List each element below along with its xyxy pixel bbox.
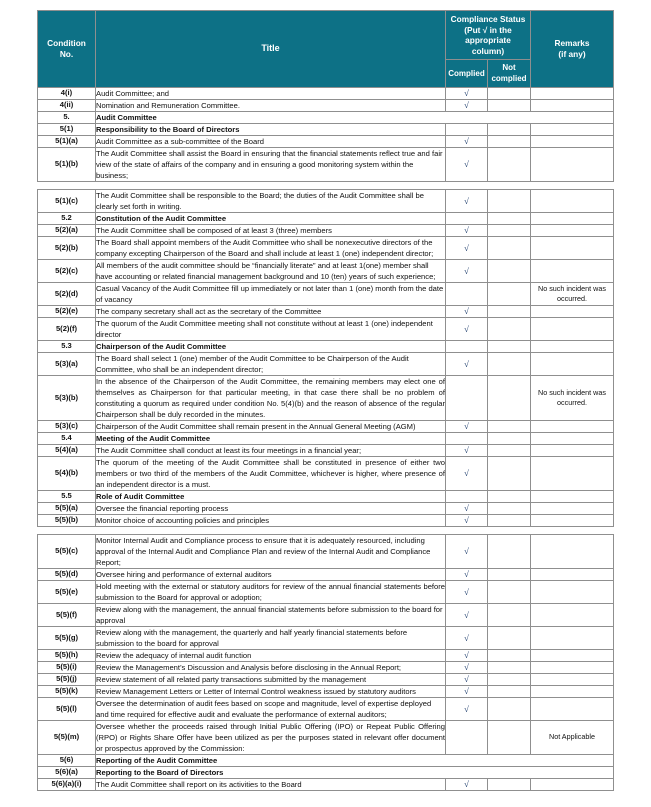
cell-title: Audit Committee as a sub-committee of the Board xyxy=(96,135,446,147)
cell-remarks xyxy=(531,305,614,317)
cell-condition-no: 5(6)(a)(i) xyxy=(38,778,96,790)
cell-not-complied xyxy=(488,147,531,181)
cell-title: Meeting of the Audit Committee xyxy=(96,432,446,444)
cell-title: Audit Committee; and xyxy=(96,87,446,99)
cell-remarks xyxy=(531,456,614,490)
table-row xyxy=(38,259,614,282)
table-row xyxy=(38,305,614,317)
cell-complied xyxy=(446,432,488,444)
cell-condition-no: 5(3)(c) xyxy=(38,420,96,432)
cell-condition-no: 5(3)(b) xyxy=(38,375,96,420)
cell-complied xyxy=(446,720,488,754)
cell-complied xyxy=(446,123,488,135)
cell-title: Review the Management’s Discussion and Analysis before disclosing in the Annual Report; xyxy=(96,661,446,673)
cell-not-complied xyxy=(488,305,531,317)
cell-condition-no: 5.3 xyxy=(38,340,96,352)
cell-not-complied xyxy=(488,778,531,790)
cell-remarks xyxy=(531,685,614,697)
table-row xyxy=(38,568,614,580)
cell-not-complied xyxy=(488,189,531,212)
cell-title: Responsibility to the Board of Directors xyxy=(96,123,446,135)
cell-condition-no: 5(5)(l) xyxy=(38,697,96,720)
header-remarks-line1: Remarks xyxy=(554,38,590,49)
cell-not-complied xyxy=(488,649,531,661)
header-condition-no-line1: Condition xyxy=(47,38,86,49)
cell-condition-no: 5(5)(m) xyxy=(38,720,96,754)
cell-condition-no: 5(5)(c) xyxy=(38,534,96,568)
table-row xyxy=(38,626,614,649)
cell-remarks: Not Applicable xyxy=(531,720,614,754)
cell-remarks xyxy=(531,514,614,526)
cell-not-complied xyxy=(488,352,531,375)
cell-complied: √ xyxy=(446,502,488,514)
cell-remarks xyxy=(531,352,614,375)
cell-not-complied xyxy=(488,444,531,456)
cell-condition-no: 5(2)(e) xyxy=(38,305,96,317)
cell-complied xyxy=(446,212,488,224)
cell-not-complied xyxy=(488,212,531,224)
table-row xyxy=(38,778,614,790)
cell-complied: √ xyxy=(446,147,488,181)
cell-remarks xyxy=(531,649,614,661)
cell-remarks xyxy=(531,490,614,502)
cell-not-complied xyxy=(488,317,531,340)
cell-complied: √ xyxy=(446,236,488,259)
cell-title: Oversee whether the proceeds raised through Initial Public Offering (IPO) or Repeat Public Offering (RPO) or Rights Share Offer have been utilized as per the purposes stated in relevant offer document or prospectus approved by the Commission: xyxy=(96,721,445,753)
cell-condition-no: 4(i) xyxy=(38,87,96,99)
cell-title: The Audit Committee shall assist the Board in ensuring that the financial statements reflect true and fair view of the state of affairs of the company and in ensuring a good monitoring system within the business; xyxy=(96,147,446,181)
cell-remarks xyxy=(531,697,614,720)
cell-title: Chairperson of the Audit Committee xyxy=(96,340,446,352)
cell-title: The Board shall appoint members of the Audit Committee who shall be nonexecutive directors of the company excepting Chairperson of the Board and shall include at least 1 (one) independent director; xyxy=(96,236,446,259)
cell-remarks xyxy=(531,259,614,282)
table-row xyxy=(38,87,614,99)
cell-remarks xyxy=(531,189,614,212)
cell-condition-no: 5(1) xyxy=(38,123,96,135)
cell-complied xyxy=(446,375,488,420)
compliance-table-part-2 xyxy=(37,189,614,527)
table-row xyxy=(38,649,614,661)
header-condition-no xyxy=(38,11,96,88)
cell-complied: √ xyxy=(446,259,488,282)
table-row xyxy=(38,340,614,352)
cell-condition-no: 5(5)(g) xyxy=(38,626,96,649)
cell-remarks xyxy=(531,224,614,236)
table-row xyxy=(38,282,614,305)
cell-remarks xyxy=(531,147,614,181)
header-title: Title xyxy=(96,11,446,88)
cell-remarks xyxy=(531,444,614,456)
cell-complied xyxy=(446,490,488,502)
cell-condition-no: 5(1)(a) xyxy=(38,135,96,147)
table-row xyxy=(38,212,614,224)
cell-complied: √ xyxy=(446,673,488,685)
table-row xyxy=(38,352,614,375)
table-row xyxy=(38,111,614,123)
cell-complied xyxy=(446,282,488,305)
cell-remarks xyxy=(531,661,614,673)
cell-remarks xyxy=(531,568,614,580)
cell-remarks: No such incident was occurred. xyxy=(531,375,614,420)
cell-complied: √ xyxy=(446,568,488,580)
cell-condition-no: 5(4)(b) xyxy=(38,456,96,490)
header-not-complied-line1: Not xyxy=(502,63,516,73)
cell-condition-no: 5(5)(i) xyxy=(38,661,96,673)
cell-title: The Audit Committee shall be responsible to the Board; the duties of the Audit Committee shall be clearly set forth in writing. xyxy=(96,189,446,212)
cell-not-complied xyxy=(488,375,531,420)
cell-condition-no: 5(5)(k) xyxy=(38,685,96,697)
cell-condition-no: 5(2)(a) xyxy=(38,224,96,236)
cell-condition-no: 5(2)(f) xyxy=(38,317,96,340)
cell-title: Monitor Internal Audit and Compliance process to ensure that it is adequately resourced, including approval of the Internal Audit and Compliance Plan and review of the Internal Audit and Compliance Report; xyxy=(96,534,446,568)
cell-condition-no: 5(5)(h) xyxy=(38,649,96,661)
cell-remarks xyxy=(531,502,614,514)
cell-title: Casual Vacancy of the Audit Committee fill up immediately or not later than 1 (one) month from the date of vacancy xyxy=(96,282,446,305)
header-compliance-status-line1: Compliance Status xyxy=(450,14,526,24)
cell-not-complied xyxy=(488,456,531,490)
cell-not-complied xyxy=(488,282,531,305)
header-complied: Complied xyxy=(446,60,488,87)
compliance-table-part-1 xyxy=(37,10,614,182)
cell-title: The Board shall select 1 (one) member of the Audit Committee to be Chairperson of the Audit Committee, who shall be an independent director; xyxy=(96,352,446,375)
table-row xyxy=(38,754,614,766)
cell-title: The quorum of the Audit Committee meeting shall not constitute without at least 1 (one) independent director xyxy=(96,317,446,340)
table-row xyxy=(38,697,614,720)
cell-remarks: No such incident was occurred. xyxy=(531,282,614,305)
table-row xyxy=(38,720,614,754)
cell-title: Reporting to the Board of Directors xyxy=(96,766,614,778)
cell-not-complied xyxy=(488,603,531,626)
cell-complied: √ xyxy=(446,224,488,236)
cell-title: Hold meeting with the external or statutory auditors for review of the annual financial statements before submission to the Board for approval or adoption; xyxy=(96,581,445,602)
cell-not-complied xyxy=(488,99,531,111)
cell-remarks xyxy=(531,99,614,111)
cell-not-complied xyxy=(488,224,531,236)
cell-complied: √ xyxy=(446,534,488,568)
cell-title: The company secretary shall act as the secretary of the Committee xyxy=(96,305,446,317)
cell-not-complied xyxy=(488,514,531,526)
table-row xyxy=(38,432,614,444)
cell-complied: √ xyxy=(446,420,488,432)
header-remarks xyxy=(531,11,614,88)
cell-title: Review along with the management, the annual financial statements before submission to the board for approval xyxy=(96,603,446,626)
cell-condition-no: 5(5)(f) xyxy=(38,603,96,626)
table-row xyxy=(38,673,614,685)
cell-title: Oversee hiring and performance of external auditors xyxy=(96,568,446,580)
cell-condition-no: 5. xyxy=(38,111,96,123)
cell-complied: √ xyxy=(446,697,488,720)
table-row xyxy=(38,420,614,432)
cell-title: All members of the audit committee should be “financially literate” and at least 1(one) member shall have accounting or related financial management background and 10 (ten) years of such experience; xyxy=(96,259,446,282)
cell-title: Reporting of the Audit Committee xyxy=(96,754,614,766)
cell-condition-no: 5(1)(c) xyxy=(38,189,96,212)
cell-complied: √ xyxy=(446,603,488,626)
cell-not-complied xyxy=(488,568,531,580)
cell-title: The Audit Committee shall conduct at least its four meetings in a financial year; xyxy=(96,444,446,456)
table-row xyxy=(38,456,614,490)
cell-not-complied xyxy=(488,626,531,649)
cell-remarks xyxy=(531,673,614,685)
cell-not-complied xyxy=(488,502,531,514)
table-row xyxy=(38,236,614,259)
cell-remarks xyxy=(531,123,614,135)
cell-not-complied xyxy=(488,340,531,352)
table-header xyxy=(38,11,614,88)
cell-title: Role of Audit Committee xyxy=(96,490,446,502)
cell-condition-no: 5(3)(a) xyxy=(38,352,96,375)
table-row xyxy=(38,317,614,340)
table-row xyxy=(38,502,614,514)
compliance-table-part-3 xyxy=(37,534,614,791)
cell-condition-no: 5.4 xyxy=(38,432,96,444)
cell-complied: √ xyxy=(446,352,488,375)
cell-title: The Audit Committee shall report on its activities to the Board xyxy=(96,778,446,790)
cell-complied: √ xyxy=(446,514,488,526)
cell-complied: √ xyxy=(446,626,488,649)
cell-title: Review the adequacy of internal audit function xyxy=(96,649,446,661)
cell-remarks xyxy=(531,87,614,99)
cell-title: The quorum of the meeting of the Audit Committee shall be constituted in presence of either two members or two third of the members of the Audit Committee, whichever is higher, where presence of an independent director is a must. xyxy=(96,457,445,489)
cell-title: Monitor choice of accounting policies and principles xyxy=(96,514,446,526)
cell-complied xyxy=(446,340,488,352)
cell-not-complied xyxy=(488,534,531,568)
cell-title: The Audit Committee shall be composed of at least 3 (three) members xyxy=(96,224,446,236)
header-not-complied xyxy=(488,60,531,87)
cell-remarks xyxy=(531,778,614,790)
compliance-table-wrapper xyxy=(37,10,613,791)
cell-condition-no: 5(4)(a) xyxy=(38,444,96,456)
table-row xyxy=(38,685,614,697)
cell-title: Chairperson of the Audit Committee shall remain present in the Annual General Meeting (AGM) xyxy=(96,420,446,432)
table-row xyxy=(38,580,614,603)
cell-condition-no: 5.5 xyxy=(38,490,96,502)
table-header-row-1 xyxy=(38,11,614,60)
table-row xyxy=(38,490,614,502)
cell-not-complied xyxy=(488,420,531,432)
table-row xyxy=(38,224,614,236)
header-compliance-status-line2: (Put √ in the xyxy=(464,24,512,35)
cell-not-complied xyxy=(488,685,531,697)
cell-remarks xyxy=(531,135,614,147)
cell-not-complied xyxy=(488,236,531,259)
header-condition-no-line2: No. xyxy=(59,48,74,59)
cell-condition-no: 5(5)(j) xyxy=(38,673,96,685)
cell-complied: √ xyxy=(446,580,488,603)
header-not-complied-line2: complied xyxy=(491,73,527,83)
cell-remarks xyxy=(531,432,614,444)
cell-title: Review along with the management, the quarterly and half yearly financial statements before submission to the board for approval xyxy=(96,626,446,649)
cell-complied: √ xyxy=(446,649,488,661)
cell-remarks xyxy=(531,420,614,432)
table-row xyxy=(38,189,614,212)
cell-not-complied xyxy=(488,259,531,282)
table-row xyxy=(38,661,614,673)
cell-remarks xyxy=(531,580,614,603)
cell-condition-no: 5.2 xyxy=(38,212,96,224)
cell-not-complied xyxy=(488,490,531,502)
table-row xyxy=(38,375,614,420)
cell-complied: √ xyxy=(446,189,488,212)
cell-condition-no: 5(5)(a) xyxy=(38,502,96,514)
cell-condition-no: 5(6) xyxy=(38,754,96,766)
cell-not-complied xyxy=(488,580,531,603)
table-body-part-2 xyxy=(38,189,614,526)
cell-remarks xyxy=(531,236,614,259)
cell-not-complied xyxy=(488,87,531,99)
cell-title: Audit Committee xyxy=(96,111,614,123)
cell-remarks xyxy=(531,212,614,224)
cell-title: Nomination and Remuneration Committee. xyxy=(96,99,446,111)
header-compliance-status xyxy=(446,11,531,60)
cell-title: Oversee the determination of audit fees based on scope and magnitude, level of expertise deployed and time required for effective audit and evaluate the performance of external auditors; xyxy=(96,697,446,720)
cell-not-complied xyxy=(488,720,531,754)
table-row xyxy=(38,534,614,568)
cell-complied: √ xyxy=(446,685,488,697)
header-compliance-status-line3: appropriate column) xyxy=(465,35,511,56)
table-row xyxy=(38,444,614,456)
cell-not-complied xyxy=(488,135,531,147)
cell-complied: √ xyxy=(446,661,488,673)
table-row xyxy=(38,135,614,147)
cell-complied: √ xyxy=(446,87,488,99)
cell-not-complied xyxy=(488,673,531,685)
cell-condition-no: 5(5)(e) xyxy=(38,580,96,603)
table-body-part-3 xyxy=(38,534,614,790)
cell-title: Constitution of the Audit Committee xyxy=(96,212,446,224)
cell-not-complied xyxy=(488,123,531,135)
table-row xyxy=(38,766,614,778)
cell-complied: √ xyxy=(446,305,488,317)
cell-not-complied xyxy=(488,432,531,444)
cell-condition-no: 5(5)(b) xyxy=(38,514,96,526)
cell-complied: √ xyxy=(446,317,488,340)
cell-condition-no: 5(2)(d) xyxy=(38,282,96,305)
cell-condition-no: 5(5)(d) xyxy=(38,568,96,580)
table-body-part-1 xyxy=(38,87,614,181)
table-row xyxy=(38,514,614,526)
cell-complied: √ xyxy=(446,444,488,456)
cell-title: In the absence of the Chairperson of the Audit Committee, the remaining members may elect one of themselves as Chairperson for that particular meeting, in that case there shall be no problem of constituting a quorum as required under condition No. 5(4)(b) and the reason of absence of the regular Chairperson shall be duly recorded in the minutes. xyxy=(96,376,445,419)
cell-condition-no: 5(6)(a) xyxy=(38,766,96,778)
table-row xyxy=(38,99,614,111)
cell-not-complied xyxy=(488,697,531,720)
cell-condition-no: 5(2)(b) xyxy=(38,236,96,259)
cell-remarks xyxy=(531,603,614,626)
cell-remarks xyxy=(531,534,614,568)
header-remarks-line2: (if any) xyxy=(558,48,586,59)
cell-condition-no: 5(1)(b) xyxy=(38,147,96,181)
cell-condition-no: 4(ii) xyxy=(38,99,96,111)
cell-complied: √ xyxy=(446,778,488,790)
cell-remarks xyxy=(531,340,614,352)
cell-title: Review Management Letters or Letter of Internal Control weakness issued by statutory auditors xyxy=(96,685,446,697)
table-row xyxy=(38,147,614,181)
cell-title: Review statement of all related party transactions submitted by the management xyxy=(96,673,446,685)
cell-complied: √ xyxy=(446,99,488,111)
cell-complied: √ xyxy=(446,456,488,490)
cell-remarks xyxy=(531,317,614,340)
table-row xyxy=(38,603,614,626)
cell-not-complied xyxy=(488,661,531,673)
cell-condition-no: 5(2)(c) xyxy=(38,259,96,282)
table-row xyxy=(38,123,614,135)
cell-remarks xyxy=(531,626,614,649)
cell-complied: √ xyxy=(446,135,488,147)
cell-title: Oversee the financial reporting process xyxy=(96,502,446,514)
